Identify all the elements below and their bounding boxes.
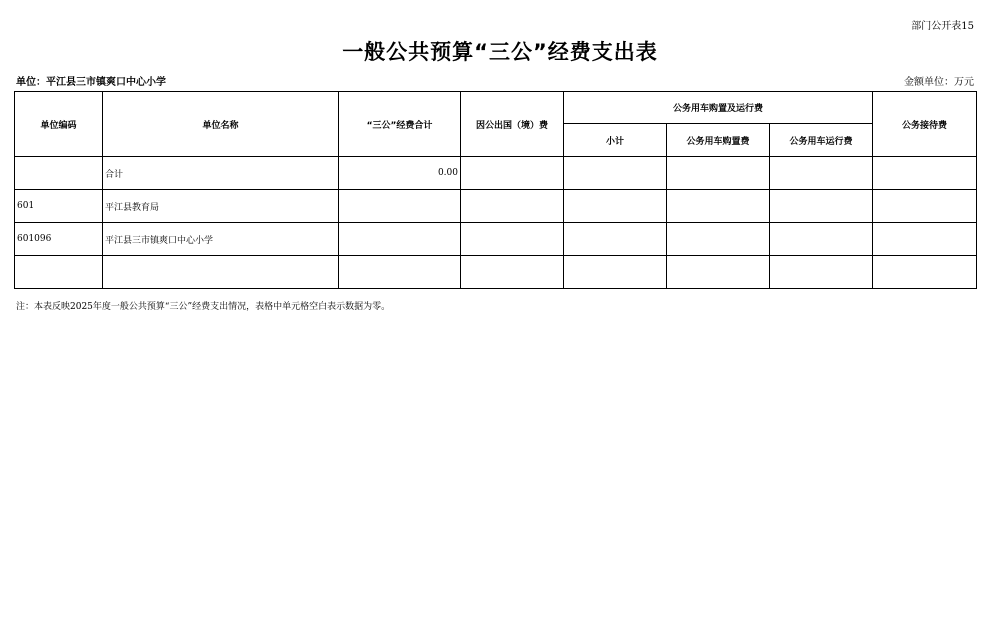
cell-purchase: [667, 157, 770, 190]
unit-label: 单位：平江县三市镇爽口中心小学: [16, 77, 166, 88]
cell-name: 平江县三市镇爽口中心小学: [103, 223, 339, 256]
form-number: 部门公开表15: [911, 21, 974, 32]
cell-abroad: [461, 223, 564, 256]
header-vehicle-operation: 公务用车运行费: [770, 124, 873, 157]
cell-operation: [770, 157, 873, 190]
cell-purchase: [667, 190, 770, 223]
cell-reception: [873, 157, 977, 190]
header-abroad: 因公出国（境）费: [461, 92, 564, 157]
cell-subtotal: [564, 223, 667, 256]
table-row: [15, 157, 977, 190]
header-unit-name: 单位名称: [103, 92, 339, 157]
cell-total: [339, 256, 461, 289]
table-note: 注：本表反映2025年度一般公共预算“三公”经费支出情况，表格中单元格空白表示数据为零。: [16, 302, 391, 312]
cell-purchase: [667, 223, 770, 256]
expense-table: [14, 91, 977, 289]
cell-total: [339, 190, 461, 223]
cell-abroad: [461, 256, 564, 289]
cell-subtotal: [564, 157, 667, 190]
header-vehicle-purchase: 公务用车购置费: [667, 124, 770, 157]
cell-abroad: [461, 157, 564, 190]
cell-operation: [770, 223, 873, 256]
cell-subtotal: [564, 256, 667, 289]
cell-code: 601: [15, 190, 103, 223]
header-vehicle-group: 公务用车购置及运行费: [564, 92, 873, 124]
cell-code: 601096: [15, 223, 103, 256]
amount-unit-label: 金额单位：万元: [904, 77, 974, 88]
cell-subtotal: [564, 190, 667, 223]
header-unit-code: 单位编码: [15, 92, 103, 157]
header-total: “三公”经费合计: [339, 92, 461, 157]
cell-reception: [873, 190, 977, 223]
cell-name: 平江县教育局: [103, 190, 339, 223]
page-title: 一般公共预算“三公”经费支出表: [342, 40, 658, 64]
cell-reception: [873, 223, 977, 256]
table-row: [15, 256, 977, 289]
header-reception: 公务接待费: [873, 92, 977, 157]
cell-abroad: [461, 190, 564, 223]
header-subtotal: 小计: [564, 124, 667, 157]
cell-purchase: [667, 256, 770, 289]
cell-reception: [873, 256, 977, 289]
cell-name: 合计: [103, 157, 339, 190]
cell-total: [339, 223, 461, 256]
cell-operation: [770, 190, 873, 223]
cell-name: [103, 256, 339, 289]
cell-total: 0.00: [339, 157, 461, 190]
cell-code: [15, 256, 103, 289]
table-row: [15, 223, 977, 256]
table-row: [15, 190, 977, 223]
cell-code: [15, 157, 103, 190]
cell-operation: [770, 256, 873, 289]
